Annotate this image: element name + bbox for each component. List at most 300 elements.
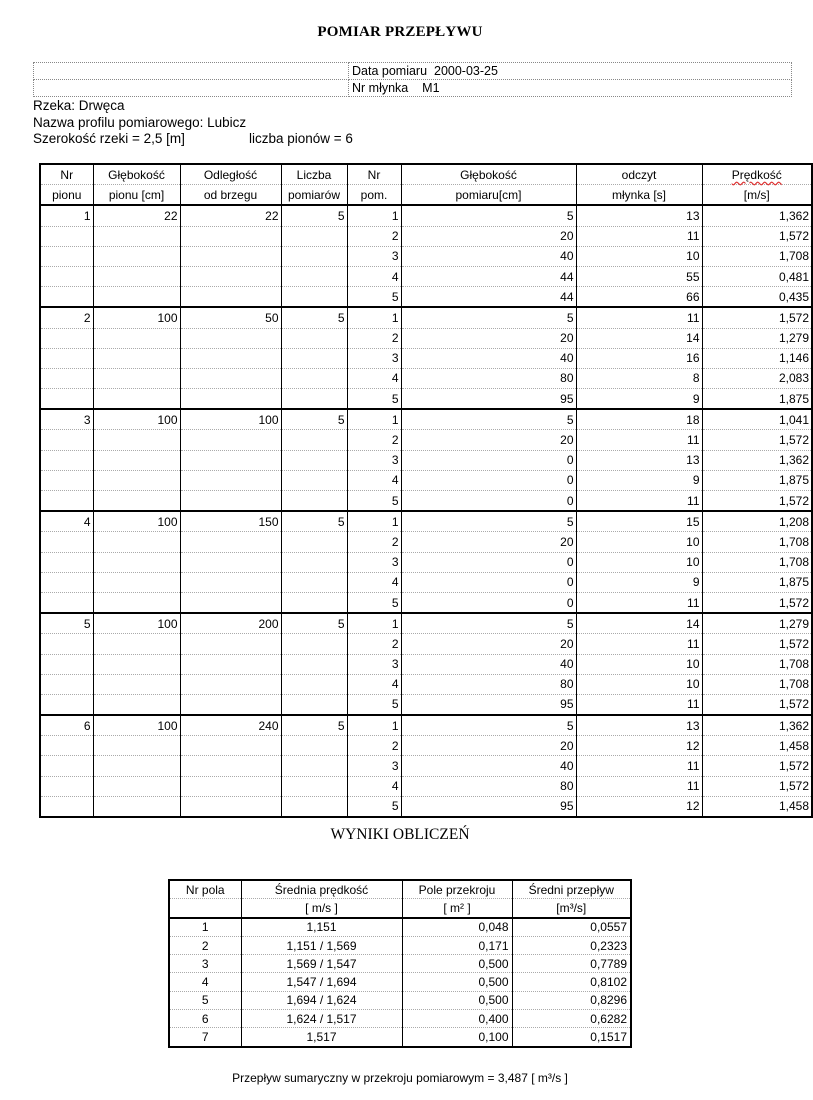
- table-cell: 5: [347, 592, 401, 613]
- header-cell: [169, 899, 241, 918]
- table-cell: 1,208: [702, 511, 812, 532]
- table-cell: 0: [401, 470, 576, 490]
- results-cell: 3: [169, 955, 241, 973]
- table-cell: 1,875: [702, 572, 812, 592]
- table-cell: [180, 348, 281, 368]
- table-cell: 3: [347, 246, 401, 266]
- table-cell: 5: [401, 205, 576, 226]
- table-cell: 5: [401, 715, 576, 736]
- results-cell: 0,500: [402, 991, 512, 1009]
- date-label: Data pomiaru: [352, 64, 428, 78]
- table-cell: 1,572: [702, 226, 812, 246]
- table-cell: [93, 592, 180, 613]
- table-cell: 5: [347, 796, 401, 817]
- table-header-row: [40, 185, 812, 206]
- results-cell: 0,500: [402, 973, 512, 991]
- table-row: [40, 736, 812, 756]
- table-cell: [281, 450, 347, 470]
- table-cell: [93, 450, 180, 470]
- header-cell: Odległość: [180, 164, 281, 185]
- table-cell: [180, 266, 281, 286]
- table-cell: [180, 389, 281, 410]
- table-cell: [180, 796, 281, 817]
- table-cell: 1: [347, 715, 401, 736]
- table-cell: 100: [180, 409, 281, 430]
- table-cell: 5: [347, 491, 401, 512]
- table-cell: [40, 368, 93, 388]
- results-row: [169, 1010, 631, 1028]
- table-cell: 1: [40, 205, 93, 226]
- table-cell: 0,435: [702, 287, 812, 308]
- table-cell: [40, 430, 93, 450]
- table-cell: 11: [576, 430, 702, 450]
- results-row: [169, 991, 631, 1009]
- results-cell: 0,0557: [512, 918, 631, 937]
- header-cell: [ m² ]: [402, 899, 512, 918]
- table-cell: [40, 532, 93, 552]
- results-cell: 1,624 / 1,517: [241, 1010, 402, 1028]
- table-cell: [281, 756, 347, 776]
- table-row: [40, 654, 812, 674]
- table-cell: [281, 776, 347, 796]
- table-cell: 3: [347, 348, 401, 368]
- table-cell: 13: [576, 715, 702, 736]
- table-cell: 4: [347, 674, 401, 694]
- results-cell: 0,500: [402, 955, 512, 973]
- measurement-date-cell: [349, 63, 792, 80]
- table-cell: 11: [576, 756, 702, 776]
- table-cell: [180, 246, 281, 266]
- table-cell: [281, 430, 347, 450]
- table-row: [40, 226, 812, 246]
- table-cell: [180, 776, 281, 796]
- header-empty-cell: [34, 63, 349, 80]
- table-cell: 5: [281, 715, 347, 736]
- table-cell: 3: [347, 450, 401, 470]
- header-cell: pionu: [40, 185, 93, 206]
- table-cell: [180, 287, 281, 308]
- table-cell: 4: [40, 511, 93, 532]
- results-cell: 0,400: [402, 1010, 512, 1028]
- table-cell: 40: [401, 246, 576, 266]
- measurement-header-box: [33, 62, 792, 97]
- table-cell: 1,875: [702, 470, 812, 490]
- table-cell: [93, 634, 180, 654]
- table-cell: [281, 736, 347, 756]
- table-cell: 14: [576, 328, 702, 348]
- header-cell: pomiaru[cm]: [401, 185, 576, 206]
- table-cell: 4: [347, 368, 401, 388]
- table-row: [40, 430, 812, 450]
- table-cell: 1,458: [702, 736, 812, 756]
- table-cell: [93, 674, 180, 694]
- header-cell: Średni przepływ: [512, 880, 631, 899]
- table-cell: [93, 430, 180, 450]
- table-cell: [281, 226, 347, 246]
- table-cell: 40: [401, 348, 576, 368]
- table-cell: [40, 552, 93, 572]
- table-cell: [281, 287, 347, 308]
- table-cell: [93, 287, 180, 308]
- table-cell: 1,041: [702, 409, 812, 430]
- table-cell: [93, 572, 180, 592]
- table-cell: 11: [576, 491, 702, 512]
- vertical-count: liczba pionów = 6: [249, 131, 353, 146]
- table-cell: 11: [576, 307, 702, 328]
- table-cell: 3: [347, 552, 401, 572]
- table-cell: 3: [347, 654, 401, 674]
- measurement-table-body: [40, 164, 812, 817]
- table-cell: 11: [576, 776, 702, 796]
- results-cell: 1,517: [241, 1028, 402, 1047]
- results-cell: 0,171: [402, 936, 512, 954]
- results-header-row: [169, 880, 631, 899]
- table-cell: [281, 572, 347, 592]
- table-cell: 5: [347, 694, 401, 715]
- table-cell: [40, 266, 93, 286]
- table-cell: 1,279: [702, 613, 812, 634]
- table-cell: [281, 470, 347, 490]
- results-row: [169, 918, 631, 937]
- table-cell: [180, 368, 281, 388]
- table-cell: [180, 430, 281, 450]
- table-cell: [40, 287, 93, 308]
- results-cell: 1,151 / 1,569: [241, 936, 402, 954]
- header-cell: Głębokość: [93, 164, 180, 185]
- table-cell: [93, 796, 180, 817]
- table-cell: 1,708: [702, 246, 812, 266]
- table-cell: 11: [576, 592, 702, 613]
- table-cell: [40, 776, 93, 796]
- table-cell: 3: [347, 756, 401, 776]
- table-row: [40, 756, 812, 776]
- results-cell: 0,8102: [512, 973, 631, 991]
- results-cell: 4: [169, 973, 241, 991]
- table-cell: [40, 470, 93, 490]
- table-cell: [180, 694, 281, 715]
- table-cell: [40, 796, 93, 817]
- table-cell: [180, 572, 281, 592]
- table-cell: [93, 552, 180, 572]
- table-cell: 0: [401, 491, 576, 512]
- table-cell: 4: [347, 776, 401, 796]
- table-cell: 1,708: [702, 654, 812, 674]
- table-cell: [281, 674, 347, 694]
- results-cell: 1: [169, 918, 241, 937]
- table-cell: 5: [401, 613, 576, 634]
- table-cell: [180, 592, 281, 613]
- measurement-table: [39, 163, 813, 818]
- table-row: [40, 796, 812, 817]
- results-cell: 1,569 / 1,547: [241, 955, 402, 973]
- table-cell: [180, 470, 281, 490]
- header-cell: [m³/s]: [512, 899, 631, 918]
- table-cell: [93, 368, 180, 388]
- table-cell: 150: [180, 511, 281, 532]
- header-cell: Głębokość: [401, 164, 576, 185]
- table-cell: [40, 491, 93, 512]
- table-cell: 10: [576, 246, 702, 266]
- table-cell: [40, 674, 93, 694]
- table-cell: [180, 491, 281, 512]
- table-cell: 40: [401, 654, 576, 674]
- table-row: [40, 776, 812, 796]
- table-cell: 14: [576, 613, 702, 634]
- table-cell: 0: [401, 592, 576, 613]
- table-cell: 44: [401, 266, 576, 286]
- table-cell: 0: [401, 552, 576, 572]
- table-cell: 100: [93, 409, 180, 430]
- table-cell: 20: [401, 430, 576, 450]
- header-empty-cell: [34, 80, 349, 97]
- date-value: 2000-03-25: [434, 64, 498, 78]
- table-cell: [40, 572, 93, 592]
- table-cell: 0: [401, 572, 576, 592]
- table-cell: 8: [576, 368, 702, 388]
- results-cell: 1,694 / 1,624: [241, 991, 402, 1009]
- table-cell: 13: [576, 205, 702, 226]
- header-cell: odczyt: [576, 164, 702, 185]
- table-cell: 5: [281, 613, 347, 634]
- table-cell: [40, 328, 93, 348]
- table-cell: [281, 654, 347, 674]
- table-cell: [281, 348, 347, 368]
- results-cell: 2: [169, 936, 241, 954]
- table-cell: [180, 226, 281, 246]
- header-cell: Liczba: [281, 164, 347, 185]
- table-row: [40, 694, 812, 715]
- table-cell: [180, 450, 281, 470]
- table-cell: 1,572: [702, 776, 812, 796]
- results-cell: 0,048: [402, 918, 512, 937]
- results-cell: 5: [169, 991, 241, 1009]
- table-cell: 100: [93, 511, 180, 532]
- table-row: [40, 307, 812, 328]
- table-cell: 1,279: [702, 328, 812, 348]
- table-cell: 1,458: [702, 796, 812, 817]
- table-row: [40, 674, 812, 694]
- river-name: Rzeka: Drwęca: [33, 98, 125, 113]
- table-cell: 20: [401, 328, 576, 348]
- table-cell: 80: [401, 368, 576, 388]
- table-cell: 1,572: [702, 430, 812, 450]
- table-row: [40, 572, 812, 592]
- table-cell: [281, 796, 347, 817]
- table-cell: 1: [347, 205, 401, 226]
- table-cell: [40, 348, 93, 368]
- table-cell: [180, 634, 281, 654]
- table-cell: [281, 552, 347, 572]
- table-cell: 1: [347, 409, 401, 430]
- results-header-row: [169, 899, 631, 918]
- table-cell: 2: [347, 328, 401, 348]
- table-cell: 1,708: [702, 552, 812, 572]
- table-row: [40, 348, 812, 368]
- table-cell: [93, 694, 180, 715]
- table-row: [40, 511, 812, 532]
- table-row: [40, 450, 812, 470]
- table-cell: 2: [347, 226, 401, 246]
- table-header-row: [40, 164, 812, 185]
- results-cell: 1,547 / 1,694: [241, 973, 402, 991]
- table-row: [40, 287, 812, 308]
- table-cell: [180, 736, 281, 756]
- table-cell: [180, 654, 281, 674]
- table-cell: [281, 592, 347, 613]
- header-cell: od brzegu: [180, 185, 281, 206]
- table-cell: [93, 328, 180, 348]
- header-cell: [ m/s ]: [241, 899, 402, 918]
- table-cell: 100: [93, 613, 180, 634]
- table-cell: [281, 634, 347, 654]
- table-cell: 5: [281, 307, 347, 328]
- table-cell: 5: [347, 287, 401, 308]
- table-cell: 5: [40, 613, 93, 634]
- table-row: [40, 409, 812, 430]
- table-cell: 5: [281, 511, 347, 532]
- table-cell: 22: [180, 205, 281, 226]
- table-cell: [180, 552, 281, 572]
- table-cell: 100: [93, 307, 180, 328]
- table-row: [40, 470, 812, 490]
- table-row: [40, 491, 812, 512]
- table-cell: 5: [401, 511, 576, 532]
- table-cell: [40, 246, 93, 266]
- results-cell: 0,1517: [512, 1028, 631, 1047]
- table-cell: 1,146: [702, 348, 812, 368]
- table-cell: [281, 246, 347, 266]
- table-row: [40, 205, 812, 226]
- table-cell: 10: [576, 532, 702, 552]
- results-row: [169, 1028, 631, 1047]
- table-cell: [281, 368, 347, 388]
- table-cell: 10: [576, 552, 702, 572]
- table-cell: 0,481: [702, 266, 812, 286]
- table-cell: 40: [401, 756, 576, 776]
- table-cell: 5: [281, 409, 347, 430]
- table-row: [40, 532, 812, 552]
- document-title: POMIAR PRZEPŁYWU: [317, 24, 483, 40]
- table-cell: 80: [401, 674, 576, 694]
- header-cell: [702, 164, 812, 185]
- table-cell: [93, 736, 180, 756]
- table-cell: [180, 532, 281, 552]
- table-cell: 1,708: [702, 674, 812, 694]
- table-cell: 66: [576, 287, 702, 308]
- table-cell: 5: [347, 389, 401, 410]
- results-cell: 1,151: [241, 918, 402, 937]
- table-cell: 1,362: [702, 715, 812, 736]
- table-cell: [180, 328, 281, 348]
- table-cell: 240: [180, 715, 281, 736]
- table-row: [40, 634, 812, 654]
- table-cell: 10: [576, 654, 702, 674]
- results-row: [169, 973, 631, 991]
- table-cell: 2: [347, 532, 401, 552]
- table-cell: [93, 532, 180, 552]
- header-cell: pomiarów: [281, 185, 347, 206]
- table-cell: 0: [401, 450, 576, 470]
- table-cell: [281, 694, 347, 715]
- table-row: [40, 552, 812, 572]
- results-cell: 6: [169, 1010, 241, 1028]
- table-cell: [40, 226, 93, 246]
- table-cell: [93, 756, 180, 776]
- table-cell: [93, 246, 180, 266]
- table-cell: 11: [576, 634, 702, 654]
- table-cell: [93, 470, 180, 490]
- table-cell: [281, 266, 347, 286]
- mill-label: Nr młynka: [352, 81, 409, 95]
- table-row: [40, 266, 812, 286]
- results-cell: 0,2323: [512, 936, 631, 954]
- table-cell: 20: [401, 634, 576, 654]
- table-cell: 1,362: [702, 205, 812, 226]
- table-cell: [93, 226, 180, 246]
- header-cell: [m/s]: [702, 185, 812, 206]
- table-cell: 1,708: [702, 532, 812, 552]
- results-cell: 0,7789: [512, 955, 631, 973]
- table-cell: 22: [93, 205, 180, 226]
- table-cell: 13: [576, 450, 702, 470]
- table-cell: 1: [347, 613, 401, 634]
- results-cell: 0,8296: [512, 991, 631, 1009]
- header-cell: Pole przekroju: [402, 880, 512, 899]
- table-cell: 80: [401, 776, 576, 796]
- table-cell: 20: [401, 226, 576, 246]
- table-row: [40, 368, 812, 388]
- table-cell: [281, 532, 347, 552]
- table-cell: 1: [347, 307, 401, 328]
- header-cell: Nr pola: [169, 880, 241, 899]
- table-cell: 10: [576, 674, 702, 694]
- table-cell: 11: [576, 694, 702, 715]
- table-cell: 9: [576, 389, 702, 410]
- table-cell: [40, 736, 93, 756]
- results-cell: 0,100: [402, 1028, 512, 1047]
- table-cell: 1,572: [702, 307, 812, 328]
- table-cell: 44: [401, 287, 576, 308]
- table-cell: 4: [347, 470, 401, 490]
- table-cell: 95: [401, 796, 576, 817]
- table-cell: 2,083: [702, 368, 812, 388]
- table-cell: 9: [576, 470, 702, 490]
- table-row: [40, 715, 812, 736]
- table-cell: 4: [347, 266, 401, 286]
- table-cell: 50: [180, 307, 281, 328]
- table-cell: 95: [401, 389, 576, 410]
- table-cell: 2: [347, 634, 401, 654]
- table-cell: 6: [40, 715, 93, 736]
- table-cell: 100: [93, 715, 180, 736]
- table-cell: 2: [347, 430, 401, 450]
- table-cell: 15: [576, 511, 702, 532]
- table-cell: 12: [576, 736, 702, 756]
- header-cell: Nr: [347, 164, 401, 185]
- results-cell: 7: [169, 1028, 241, 1047]
- table-cell: 5: [401, 307, 576, 328]
- table-cell: 1,875: [702, 389, 812, 410]
- results-row: [169, 955, 631, 973]
- table-cell: 1,572: [702, 491, 812, 512]
- table-cell: [281, 389, 347, 410]
- table-cell: 5: [401, 409, 576, 430]
- mill-number-cell: [349, 80, 792, 97]
- table-cell: [180, 756, 281, 776]
- table-cell: 1,572: [702, 592, 812, 613]
- mill-value: M1: [422, 81, 440, 95]
- table-cell: 1,572: [702, 694, 812, 715]
